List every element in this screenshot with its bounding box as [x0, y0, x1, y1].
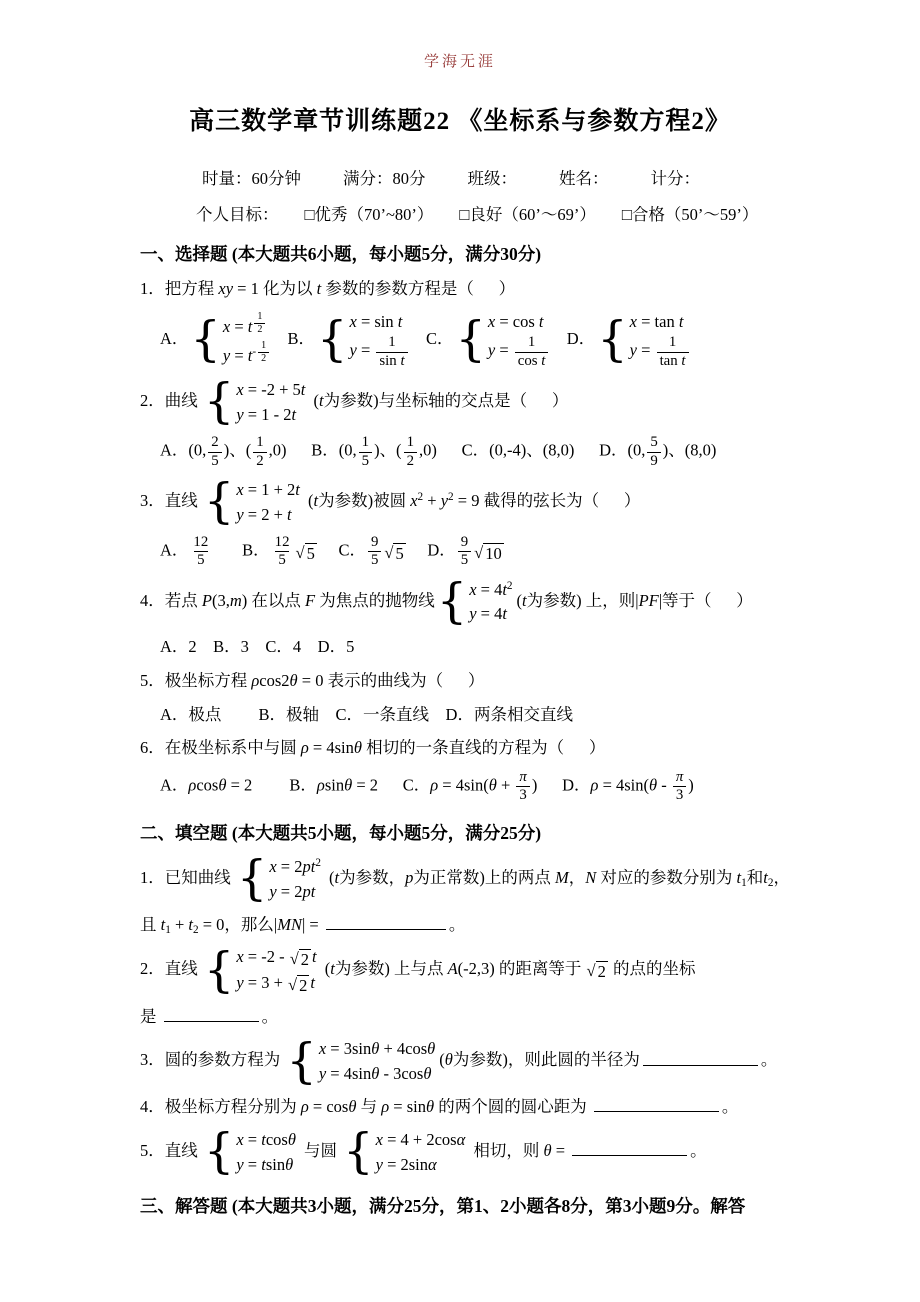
choice-q2-options: A．(0, $\frac{2}{5}$ )、( $\frac{1}{2}$ ,0) B．(0, $\frac{1}{5}$ )、( $\frac{1}{2}$ ,0) C．(0,-4)、(8,0) D．(0, $\frac{5}{9}$ )、(8,0)	[160, 434, 717, 469]
goal-checkbox-pass: □合格（50’～59’）	[621, 205, 759, 224]
choice-q3-options: A． $\frac{12}{5}$ B． $\frac{12}{5}$ √ 5 C． $\frac{9}{5}$ √ 5 D． $\frac{9}{5}$ √ 10	[160, 534, 502, 569]
goal-label: 个人目标：	[196, 205, 279, 224]
goal-checkbox-excellent: □优秀（70’~80’）	[304, 205, 434, 224]
fill-q4: 4．极坐标方程分别为 ρ = cosθ 与 ρ = sinθ 的两个圆的圆心距为 。	[140, 1097, 739, 1117]
fill-q5: 5．直线 { x = tcosθ y = tsinθ 与圆 { x = 4 + 2cosα y = 2sinα 相切，则 θ = 。	[140, 1124, 707, 1180]
meta-total-score: 满分：80分	[343, 169, 426, 188]
fill-q1-line2: 且 t1 + t2 = 0，那么|MN| = 。	[140, 914, 466, 936]
section-heading-solve: 三、解答题 (本大题共3小题，满分25分，第1、2小题各8分，第3小题9分。解答	[140, 1195, 746, 1216]
choice-q6-stem: 6．在极坐标系中与圆 ρ = 4sinθ 相切的一条直线的方程为（ ）	[140, 738, 606, 758]
choice-q6-options: A．ρcosθ = 2 B．ρsinθ = 2 C．ρ = 4sin(θ + $\frac{\pi}{3}$ ) D．ρ = 4sin(θ - $\frac{\pi}{3}$ )	[160, 768, 694, 803]
fill-q2-line1: 2．直线 { x = -2 - √ 2 t y = 3 + √ 2 t (t为参数) 上与点 A(-2,3) 的距离等于 √ 2 的点的坐标	[140, 942, 696, 998]
goal-checkbox-good: □良好（60’～69’）	[459, 205, 596, 224]
goal-row	[140, 201, 830, 225]
choice-q5-stem: 5．极坐标方程 ρcos2θ = 0 表示的曲线为（ ）	[140, 670, 485, 690]
meta-name-field: 姓名：	[559, 169, 609, 188]
choice-q4-options: A．2 B．3 C．4 D．5	[160, 637, 355, 657]
page-title: 高三数学章节训练题22 《坐标系与参数方程2》	[189, 108, 731, 135]
meta-class-field: 班级：	[467, 169, 517, 188]
fill-q3: 3．圆的参数方程为 { x = 3sinθ + 4cosθ y = 4sinθ - 3cosθ (θ为参数)，则此圆的半径为 。	[140, 1034, 778, 1090]
section-heading-choice: 一、选择题 (本大题共6小题，每小题5分，满分30分)	[140, 244, 542, 264]
fill-q1-line1: 1．已知曲线 { $x = 2pt^2$ y = 2pt (t为参数，p为正常数)上的两点 M，N 对应的参数分别为 t1和t2，	[140, 851, 790, 907]
choice-q5-options: A．极点 B．极轴 C．一条直线 D．两条相交直线	[160, 704, 573, 724]
choice-q1-stem: 1．把方程 xy = 1 化为以 t 参数的参数方程是（ ）	[140, 279, 516, 298]
choice-q2-stem: 2．曲线 { x = -2 + 5t y = 1 - 2t (t为参数)与坐标轴的交点是（ ）	[140, 374, 569, 430]
choice-q1-options: A． { x = t $^{\frac{1}{2}}$ $y = t^{- \frac{1}{2}}$ B． { x = sin t y = $\frac{1}{\text{sin t}}$ C． { x = cos t y = $\frac{1}{\text{cos t}}$ D． { x = tan t y = $\frac{1}{\text{tan t}}$	[140, 310, 830, 370]
choice-q3-stem: 3．直线 { x = 1 + 2t y = 2 + t (t为参数)被圆 $x^2 + y^2 = 9$ 截得的弦长为（ ）	[140, 474, 641, 530]
fill-q2-line2: 是 。	[140, 1006, 279, 1026]
meta-score-field: 计分：	[650, 169, 700, 188]
meta-duration: 时量：60分钟	[202, 169, 301, 188]
meta-row	[140, 165, 830, 189]
choice-q4-stem: 4．若点 P(3,m) 在以点 F 为焦点的抛物线 { $x = 4t^2$ y = 4t (t为参数) 上，则|PF|等于（ ）	[140, 574, 753, 630]
watermark: 学海无涯	[423, 54, 496, 70]
section-heading-fill: 二、填空题 (本大题共5小题，每小题5分，满分25分)	[140, 822, 542, 843]
